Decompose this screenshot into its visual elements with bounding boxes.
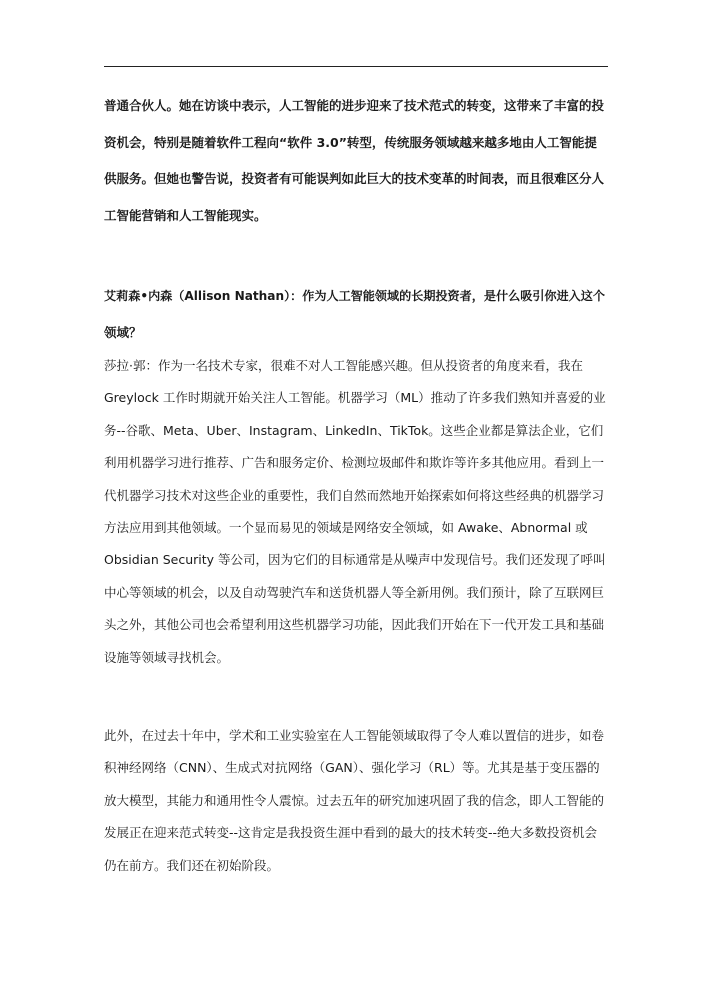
answer-line: Greylock 工作时期就开始关注人工智能。机器学习（ML）推动了许多我们熟知并喜爱的业 — [104, 390, 606, 406]
question-line: 艾莉森•内森（Allison Nathan）：作为人工智能领域的长期投资者，是什么吸引你进入这个 — [104, 289, 605, 303]
intro-paragraph — [104, 92, 608, 238]
answer-line: 放大模型，其能力和通用性令人震惊。过去五年的研究加速巩固了我的信念，即人工智能的 — [104, 792, 605, 808]
answer-paragraph-1 — [104, 352, 608, 676]
question-line: 领域？ — [104, 324, 142, 340]
answer-line: 此外，在过去十年中，学术和工业实验室在人工智能领域取得了令人难以置信的进步，如卷 — [104, 728, 605, 743]
intro-line: 工智能营销和人工智能现实。 — [104, 207, 267, 223]
answer-line: 莎拉·郭：作为一名技术专家，很难不对人工智能感兴趣。但从投资者的角度来看，我在 — [104, 358, 583, 373]
answer-line: 头之外，其他公司也会希望利用这些机器学习功能，因此我们开始在下一代开发工具和基础 — [104, 617, 605, 633]
answer-line: 积神经网络（CNN）、生成式对抗网络（GAN）、强化学习（RL）等。尤其是基于变压器的 — [104, 760, 600, 776]
answer-line: Obsidian Security 等公司，因为它们的目标通常是从噪声中发现信号。我们还发现了呼叫 — [104, 552, 606, 568]
answer-line: 务--谷歌、Meta、Uber、Instagram、LinkedIn、TikTok。这些企业都是算法企业，它们 — [104, 422, 604, 438]
intro-line: 供服务。但她也警告说，投资者有可能误判如此巨大的技术变革的时间表，而且很难区分人 — [104, 171, 605, 186]
answer-line: 代机器学习技术对这些企业的重要性，我们自然而然地开始探索如何将这些经典的机器学习 — [104, 487, 605, 503]
interview-question — [104, 282, 608, 355]
intro-line: 普通合伙人。她在访谈中表示，人工智能的进步迎来了技术范式的转变，这带来了丰富的投 — [104, 98, 605, 113]
answer-line: 仍在前方。我们还在初始阶段。 — [104, 857, 280, 873]
answer-paragraph-2 — [104, 722, 608, 884]
answer-line: 设施等领域寻找机会。 — [104, 649, 230, 665]
answer-line: 利用机器学习进行推荐、广告和服务定价、检测垃圾邮件和欺诈等许多其他应用。看到上一 — [104, 455, 605, 471]
header-rule — [104, 66, 608, 67]
answer-line: 方法应用到其他领域。一个显而易见的领域是网络安全领域，如 Awake、Abnormal 或 — [104, 519, 588, 535]
intro-line: 资机会，特别是随着软件工程向“软件 3.0”转型，传统服务领域越来越多地由人工智能提 — [104, 134, 597, 150]
answer-line: 发展正在迎来范式转变--这肯定是我投资生涯中看到的最大的技术转变--绝大多数投资机会 — [104, 825, 598, 841]
answer-line: 中心等领域的机会，以及自动驾驶汽车和送货机器人等全新用例。我们预计，除了互联网巨 — [104, 584, 605, 600]
